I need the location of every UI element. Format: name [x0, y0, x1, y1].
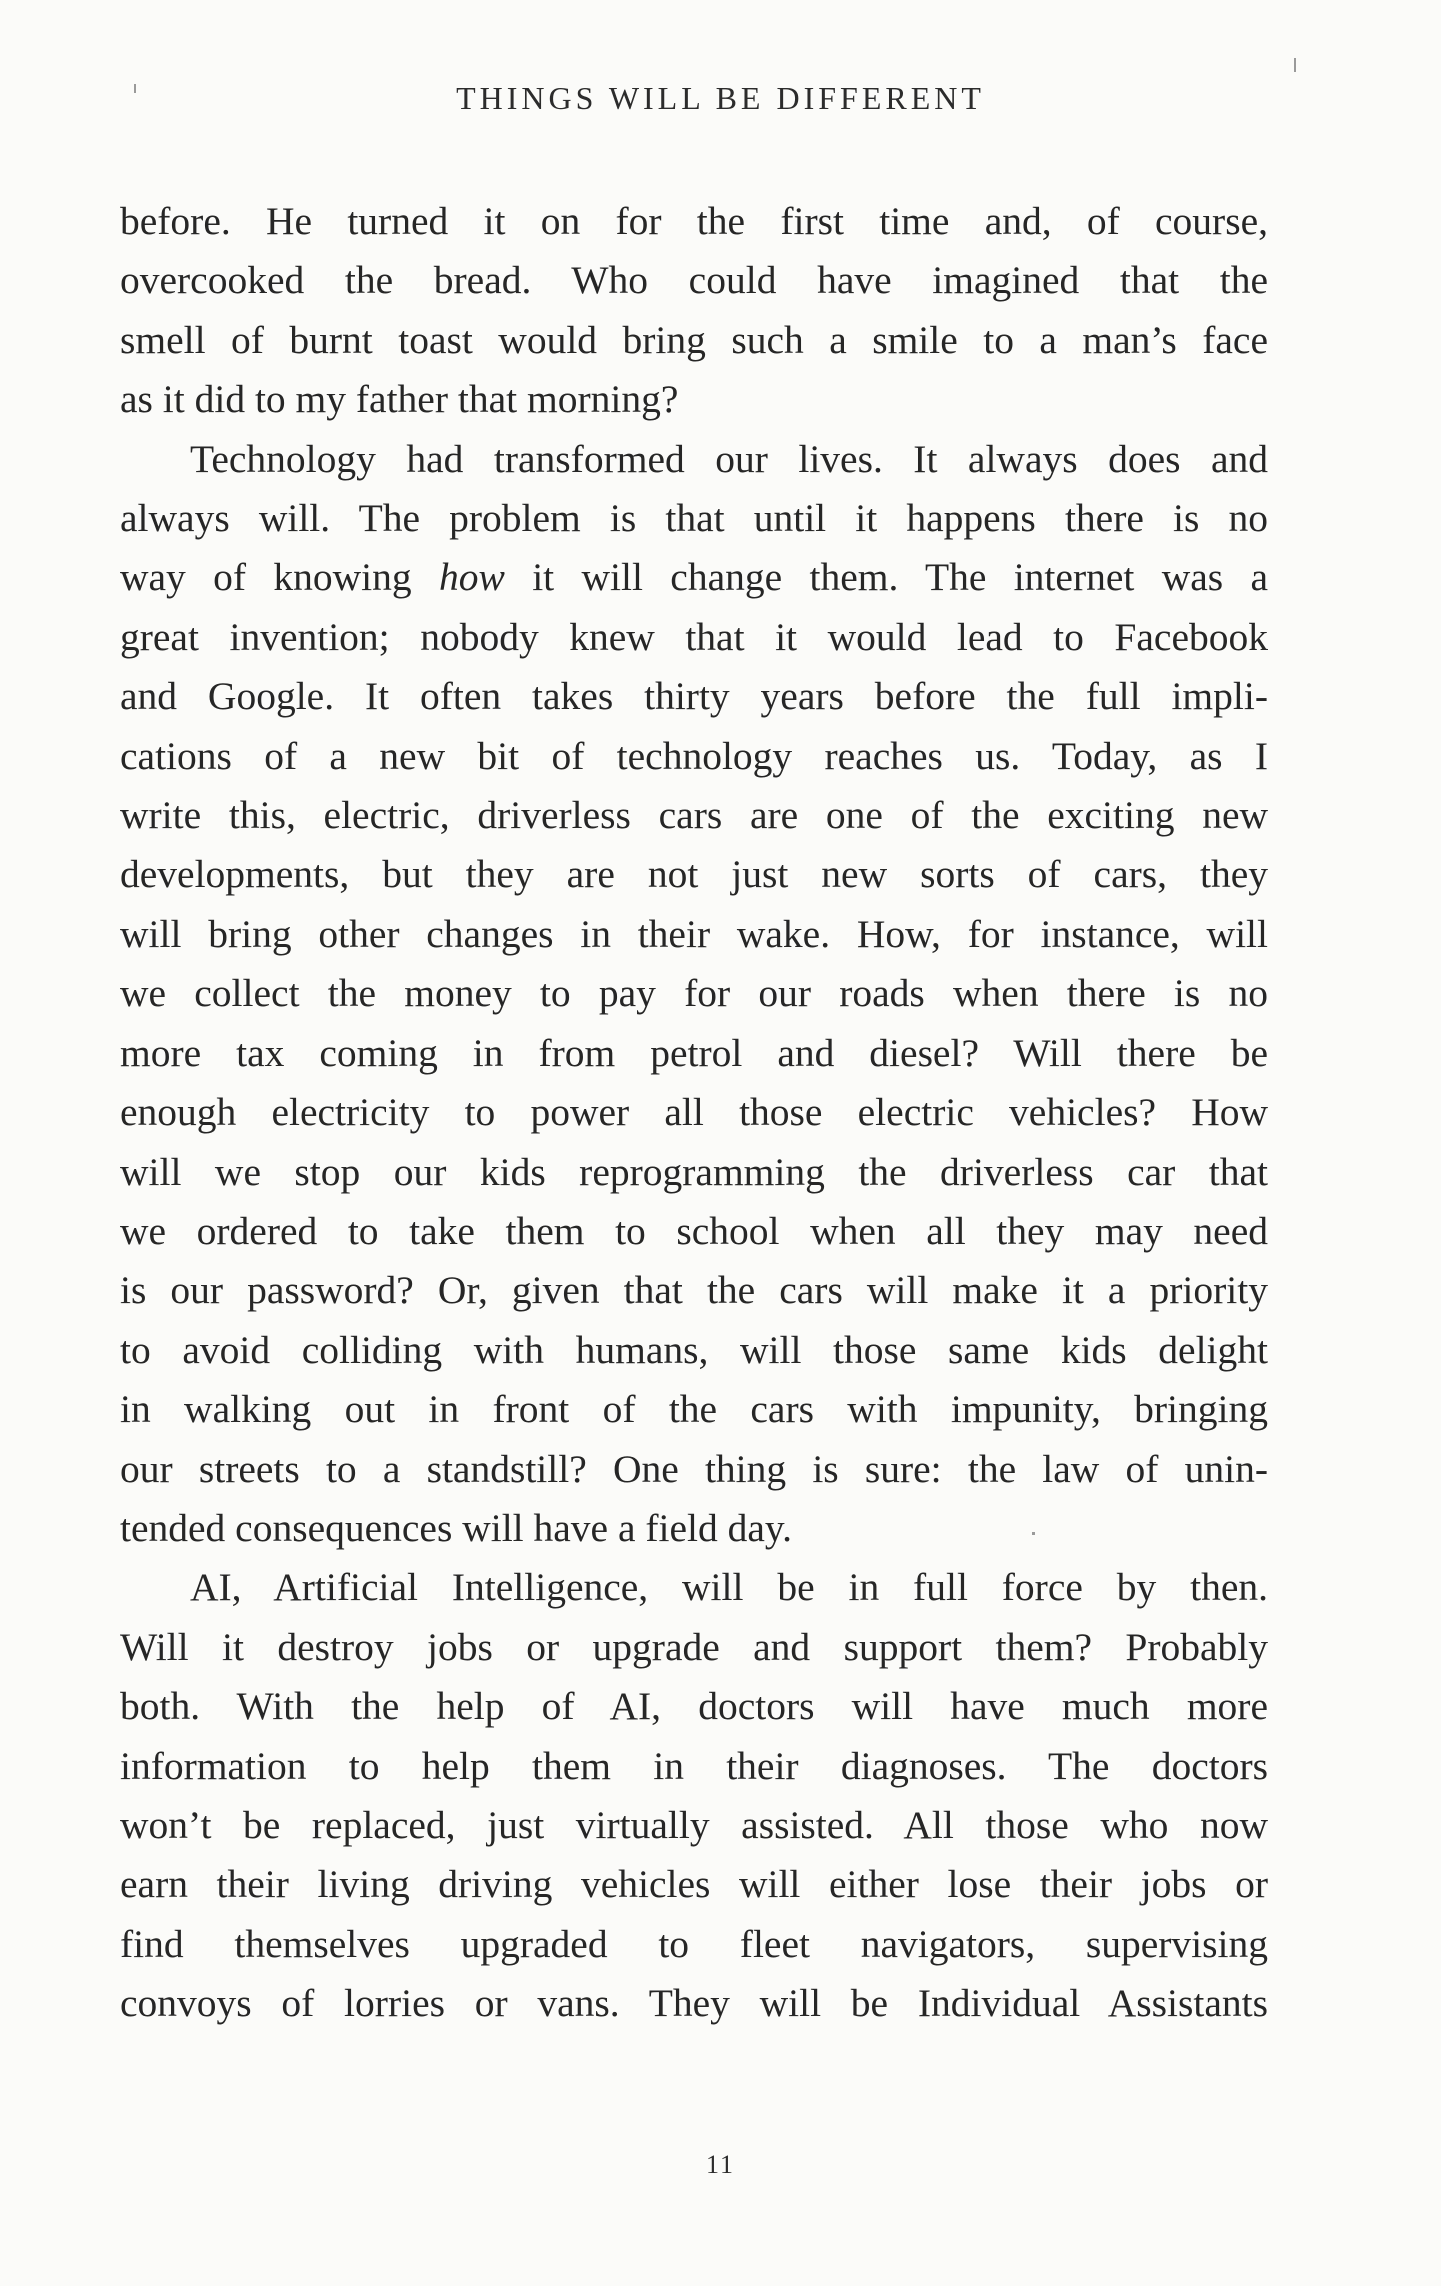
page-number: 11 — [705, 2150, 736, 2179]
text-line: won’t be replaced, just virtually assisted. All those who now — [120, 1802, 1268, 1847]
text-line: always will. The problem is that until it happens there is no — [120, 496, 1268, 541]
text-line — [120, 548, 1268, 607]
scan-speck — [1032, 1532, 1035, 1535]
body-text — [120, 192, 1268, 2034]
text-line: write this, electric, driverless cars are one of the exciting new — [120, 793, 1268, 838]
text-line: enough electricity to power all those electric vehicles? How — [120, 1090, 1268, 1135]
text-line: both. With the help of AI, doctors will have much more — [120, 1684, 1268, 1729]
text-line: convoys of lorries or vans. They will be Individual Assistants — [120, 1981, 1268, 2026]
text-line: developments, but they are not just new sorts of cars, they — [120, 852, 1268, 897]
text-line: we ordered to take them to school when all they may need — [120, 1208, 1268, 1253]
text-run: it will change them. The internet was a — [504, 555, 1268, 600]
text-line: we collect the money to pay for our roads when there is no — [120, 971, 1268, 1016]
text-line: will bring other changes in their wake. How, for instance, will — [120, 911, 1268, 956]
text-line: find themselves upgraded to fleet navigators, supervising — [120, 1921, 1268, 1966]
text-line: to avoid colliding with humans, will those same kids delight — [120, 1327, 1268, 1372]
text-line: earn their living driving vehicles will either lose their jobs or — [120, 1862, 1268, 1907]
scan-speck — [134, 84, 136, 93]
text-line: smell of burnt toast would bring such a smile to a man’s face — [120, 317, 1268, 362]
text-line: tended consequences will have a field day. — [120, 1505, 792, 1550]
text-line: overcooked the bread. Who could have imagined that the — [120, 258, 1268, 303]
text-line: more tax coming in from petrol and diesel? Will there be — [120, 1030, 1268, 1075]
text-line: as it did to my father that morning? — [120, 377, 679, 422]
text-line: our streets to a standstill? One thing is sure: the law of unin- — [120, 1446, 1268, 1491]
text-line: will we stop our kids reprogramming the driverless car that — [120, 1149, 1268, 1194]
scan-speck — [1294, 58, 1296, 72]
text-run: way of knowing — [120, 555, 439, 600]
text-line: Technology had transformed our lives. It always does and — [190, 436, 1268, 481]
running-head: THINGS WILL BE DIFFERENT — [456, 80, 985, 116]
text-line: AI, Artificial Intelligence, will be in full force by then. — [190, 1565, 1268, 1610]
text-line: Will it destroy jobs or upgrade and support them? Probably — [120, 1624, 1268, 1669]
text-line: before. He turned it on for the first time and, of course, — [120, 199, 1268, 243]
text-line: and Google. It often takes thirty years before the full impli- — [120, 674, 1268, 719]
text-line: is our password? Or, given that the cars will make it a priority — [120, 1268, 1268, 1313]
text-line: cations of a new bit of technology reaches us. Today, as I — [120, 733, 1268, 778]
emphasis-word: how — [439, 555, 505, 600]
text-line: information to help them in their diagnoses. The doctors — [120, 1743, 1268, 1788]
text-line: in walking out in front of the cars with impunity, bringing — [120, 1387, 1268, 1432]
text-line: great invention; nobody knew that it would lead to Facebook — [120, 614, 1268, 659]
